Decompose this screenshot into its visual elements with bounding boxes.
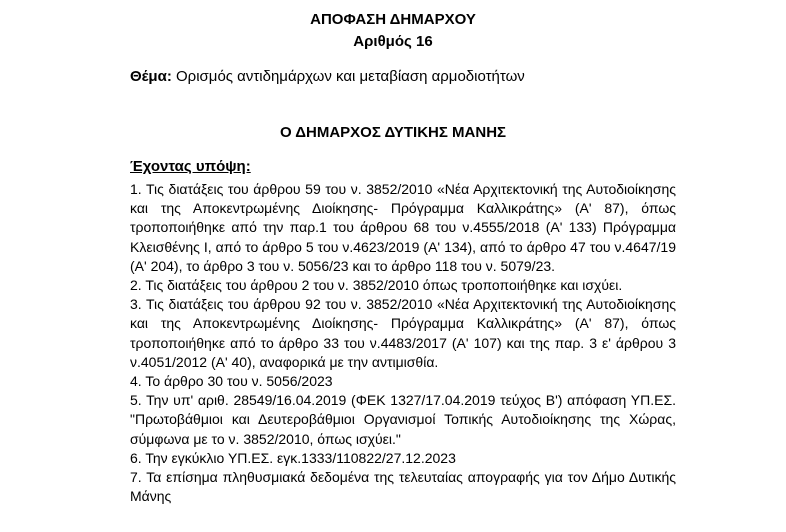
list-item: 4. Το άρθρο 30 του ν. 5056/2023 bbox=[130, 373, 333, 390]
list-item: 2. Τις διατάξεις του άρθρου 2 του ν. 3852/2010 όπως τροποποιήθηκε και ισχύει. bbox=[130, 277, 623, 294]
subject-label: Θέμα: bbox=[130, 68, 172, 85]
considering-heading: Έχοντας υπόψη: bbox=[130, 158, 251, 175]
considerations-list bbox=[130, 180, 676, 506]
list-item: 7. Τα επίσημα πληθυσμιακά δεδομένα της τελευταίας απογραφής για τον Δήμο Δυτικής Μάνης bbox=[130, 469, 676, 505]
decision-title: ΑΠΟΦΑΣΗ ΔΗΜΑΡΧΟΥ bbox=[310, 11, 476, 28]
mayor-heading: Ο ΔΗΜΑΡΧΟΣ ΔΥΤΙΚΗΣ ΜΑΝΗΣ bbox=[279, 124, 507, 141]
list-item: 3. Τις διατάξεις του άρθρου 92 του ν. 3852/2010 «Νέα Αρχιτεκτονική της Αυτοδιοίκησης και της Αποκεντρωμένης Διοίκησης- Πρόγραμμα Καλλικράτης» (Α' 87), όπως τροποποιήθηκε από το άρθρο 33 του ν.4483/2017 (Α' 107) και της παρ. 3 ε' άρθρου 3 ν.4051/2012 (Α' 40), αναφορικά με την αντιμισθία. bbox=[130, 296, 676, 370]
subject-text: Ορισμός αντιδημάρχων και μεταβίαση αρμοδιοτήτων bbox=[171, 68, 525, 85]
list-item: 5. Την υπ' αριθ. 28549/16.04.2019 (ΦΕΚ 1327/17.04.2019 τεύχος Β') απόφαση ΥΠ.ΕΣ. "Πρωτοβάθμιοι και Δευτεροβάθμιοι Οργανισμοί Τοπικής Αυτοδιοίκησης της Χώρας, σύμφωνα με το ν. 3852/2010, όπως ισχύει." bbox=[130, 392, 676, 447]
list-item: 6. Την εγκύκλιο ΥΠ.ΕΣ. εγκ.1333/110822/27.12.2023 bbox=[130, 449, 456, 466]
subject-line bbox=[130, 68, 525, 86]
list-item: 1. Τις διατάξεις του άρθρου 59 του ν. 3852/2010 «Νέα Αρχιτεκτονική της Αυτοδιοίκησης και της Αποκεντρωμένης Διοίκησης- Πρόγραμμα Καλλικράτης» (Α' 87), όπως τροποποιήθηκε από την παρ.1 του άρθρου 68 του ν.4555/2018 (Α' 133) Πρόγραμμα Κλεισθένης Ι, από το άρθρο 5 του ν.4623/2019 (Α' 134), από το άρθρο 47 του ν.4647/19 (Α' 204), το άρθρο 3 του ν. 5056/23 και το άρθρο 118 του ν. 5079/23. bbox=[130, 181, 676, 274]
decision-number: Αριθμός 16 bbox=[353, 33, 433, 50]
